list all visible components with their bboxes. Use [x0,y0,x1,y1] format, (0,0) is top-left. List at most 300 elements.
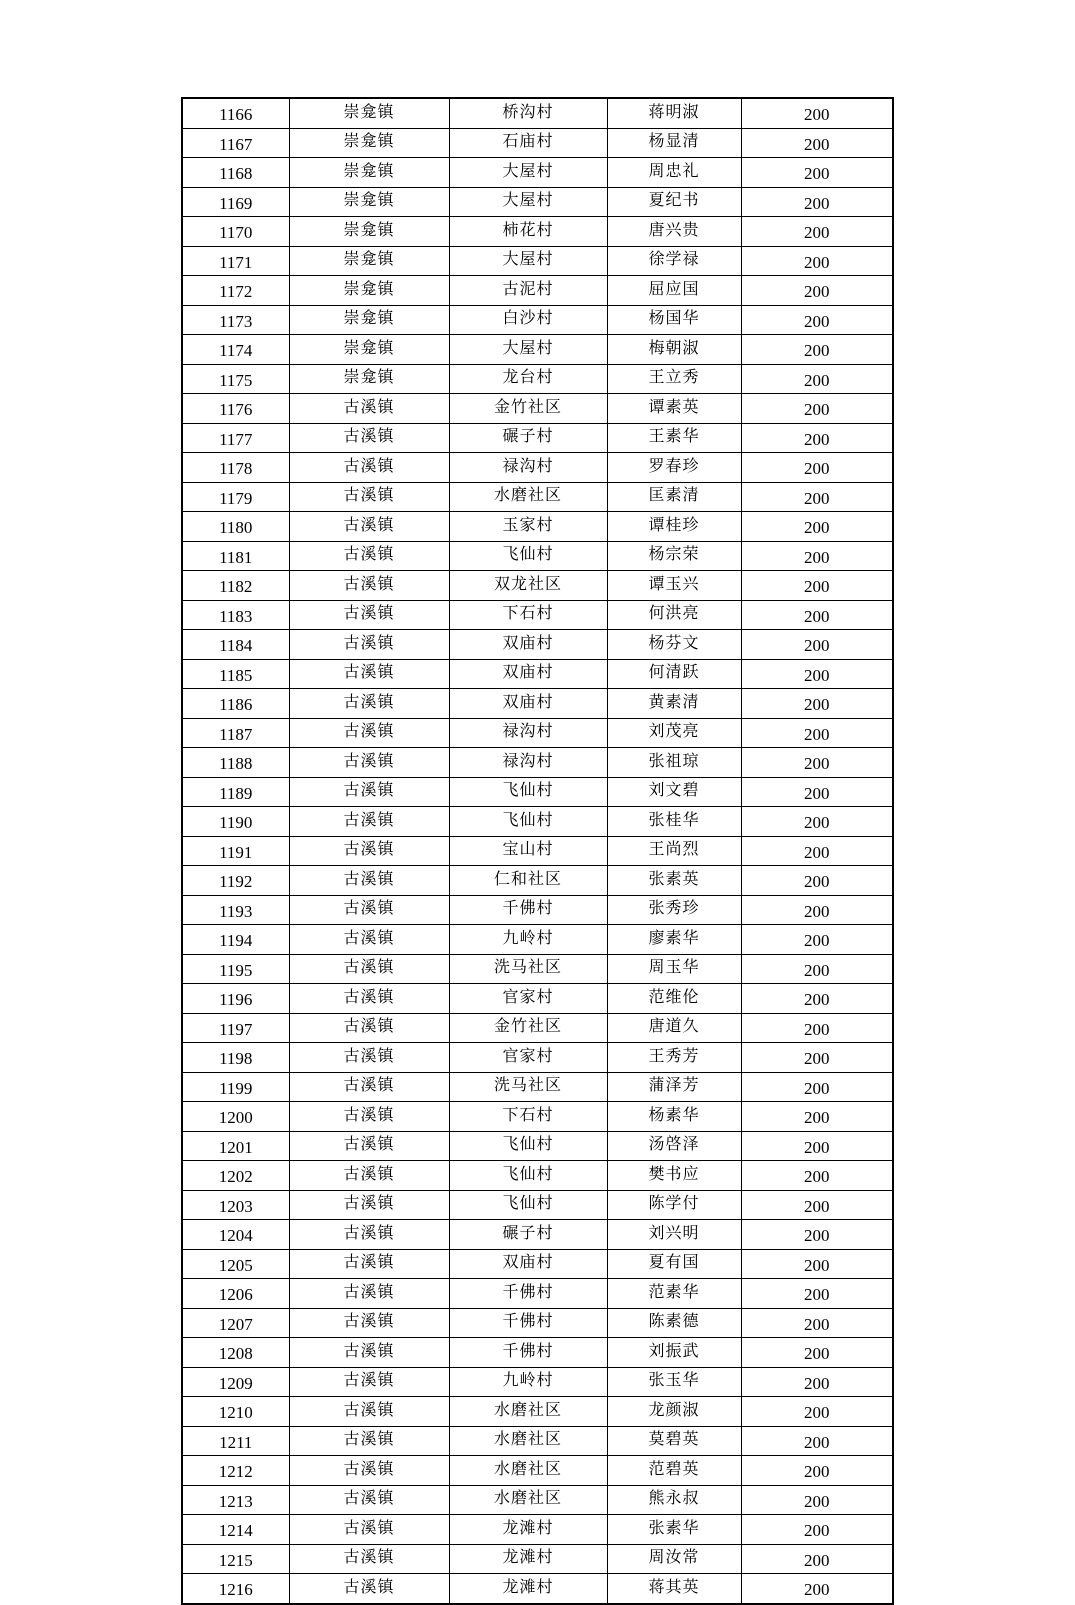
row-number-cell: 1174 [182,335,289,365]
town-cell: 古溪镇 [289,718,449,748]
table-row [182,954,893,984]
village-cell: 官家村 [449,984,607,1014]
village-cell: 金竹社区 [449,394,607,424]
row-number-cell: 1191 [182,836,289,866]
village-cell: 九岭村 [449,1367,607,1397]
amount-cell: 200 [741,1367,893,1397]
name-cell: 何清跃 [607,659,741,689]
name-cell: 杨芬文 [607,630,741,660]
table-row [182,512,893,542]
table-row [182,1072,893,1102]
table-row [182,246,893,276]
town-cell: 崇龛镇 [289,276,449,306]
row-number-cell: 1190 [182,807,289,837]
town-cell: 古溪镇 [289,1544,449,1574]
village-cell: 水磨社区 [449,1426,607,1456]
town-cell: 古溪镇 [289,748,449,778]
amount-cell: 200 [741,98,893,128]
village-cell: 下石村 [449,600,607,630]
town-cell: 古溪镇 [289,1338,449,1368]
table-row [182,1279,893,1309]
table-row [182,807,893,837]
village-cell: 飞仙村 [449,1131,607,1161]
row-number-cell: 1175 [182,364,289,394]
amount-cell: 200 [741,630,893,660]
village-cell: 洗马社区 [449,1072,607,1102]
amount-cell: 200 [741,394,893,424]
row-number-cell: 1216 [182,1574,289,1604]
name-cell: 蒋明淑 [607,98,741,128]
name-cell: 杨显清 [607,128,741,158]
row-number-cell: 1203 [182,1190,289,1220]
row-number-cell: 1197 [182,1013,289,1043]
village-cell: 千佛村 [449,895,607,925]
table-row [182,1043,893,1073]
town-cell: 古溪镇 [289,1426,449,1456]
amount-cell: 200 [741,571,893,601]
name-cell: 唐道久 [607,1013,741,1043]
name-cell: 熊永叔 [607,1485,741,1515]
town-cell: 古溪镇 [289,1249,449,1279]
town-cell: 古溪镇 [289,895,449,925]
table-row [182,718,893,748]
name-cell: 杨国华 [607,305,741,335]
row-number-cell: 1214 [182,1515,289,1545]
village-cell: 双龙社区 [449,571,607,601]
village-cell: 桥沟村 [449,98,607,128]
row-number-cell: 1213 [182,1485,289,1515]
name-cell: 屈应国 [607,276,741,306]
town-cell: 古溪镇 [289,659,449,689]
table-row [182,1249,893,1279]
table-row [182,187,893,217]
row-number-cell: 1200 [182,1102,289,1132]
row-number-cell: 1168 [182,158,289,188]
name-cell: 徐学禄 [607,246,741,276]
row-number-cell: 1212 [182,1456,289,1486]
name-cell: 张桂华 [607,807,741,837]
table-row [182,1102,893,1132]
name-cell: 龙颜淑 [607,1397,741,1427]
table-row [182,394,893,424]
table-row [182,1131,893,1161]
name-cell: 王尚烈 [607,836,741,866]
amount-cell: 200 [741,1249,893,1279]
amount-cell: 200 [741,1072,893,1102]
town-cell: 古溪镇 [289,571,449,601]
village-cell: 洗马社区 [449,954,607,984]
town-cell: 古溪镇 [289,1367,449,1397]
table-row [182,836,893,866]
town-cell: 古溪镇 [289,954,449,984]
amount-cell: 200 [741,1544,893,1574]
amount-cell: 200 [741,305,893,335]
town-cell: 古溪镇 [289,689,449,719]
name-cell: 匡素清 [607,482,741,512]
town-cell: 古溪镇 [289,1456,449,1486]
table-row [182,1190,893,1220]
name-cell: 梅朝淑 [607,335,741,365]
table-row [182,305,893,335]
village-cell: 龙台村 [449,364,607,394]
name-cell: 谭桂珍 [607,512,741,542]
row-number-cell: 1215 [182,1544,289,1574]
town-cell: 古溪镇 [289,866,449,896]
village-cell: 飞仙村 [449,1161,607,1191]
table-row [182,1308,893,1338]
town-cell: 崇龛镇 [289,305,449,335]
town-cell: 崇龛镇 [289,98,449,128]
table-row [182,217,893,247]
town-cell: 崇龛镇 [289,217,449,247]
row-number-cell: 1189 [182,777,289,807]
amount-cell: 200 [741,925,893,955]
amount-cell: 200 [741,689,893,719]
village-cell: 飞仙村 [449,541,607,571]
village-cell: 柿花村 [449,217,607,247]
town-cell: 古溪镇 [289,1043,449,1073]
name-cell: 汤啓泽 [607,1131,741,1161]
table-row [182,895,893,925]
town-cell: 古溪镇 [289,777,449,807]
row-number-cell: 1193 [182,895,289,925]
amount-cell: 200 [741,1574,893,1604]
town-cell: 古溪镇 [289,512,449,542]
town-cell: 崇龛镇 [289,158,449,188]
town-cell: 古溪镇 [289,423,449,453]
amount-cell: 200 [741,1190,893,1220]
row-number-cell: 1204 [182,1220,289,1250]
row-number-cell: 1206 [182,1279,289,1309]
village-cell: 禄沟村 [449,748,607,778]
table-row [182,1485,893,1515]
village-cell: 水磨社区 [449,1456,607,1486]
amount-cell: 200 [741,1131,893,1161]
town-cell: 古溪镇 [289,1308,449,1338]
amount-cell: 200 [741,1013,893,1043]
row-number-cell: 1192 [182,866,289,896]
town-cell: 古溪镇 [289,1279,449,1309]
name-cell: 杨素华 [607,1102,741,1132]
amount-cell: 200 [741,600,893,630]
row-number-cell: 1188 [182,748,289,778]
name-cell: 张素英 [607,866,741,896]
town-cell: 古溪镇 [289,1574,449,1604]
village-cell: 龙滩村 [449,1574,607,1604]
amount-cell: 200 [741,1043,893,1073]
name-cell: 范维伦 [607,984,741,1014]
table-row [182,600,893,630]
town-cell: 古溪镇 [289,1515,449,1545]
village-cell: 水磨社区 [449,482,607,512]
amount-cell: 200 [741,984,893,1014]
village-cell: 大屋村 [449,158,607,188]
amount-cell: 200 [741,217,893,247]
table-row [182,925,893,955]
table-row [182,482,893,512]
amount-cell: 200 [741,482,893,512]
name-cell: 王立秀 [607,364,741,394]
town-cell: 古溪镇 [289,1131,449,1161]
name-cell: 刘文碧 [607,777,741,807]
amount-cell: 200 [741,335,893,365]
town-cell: 古溪镇 [289,1397,449,1427]
amount-cell: 200 [741,1485,893,1515]
name-cell: 黄素清 [607,689,741,719]
town-cell: 古溪镇 [289,453,449,483]
town-cell: 崇龛镇 [289,128,449,158]
name-cell: 廖素华 [607,925,741,955]
row-number-cell: 1178 [182,453,289,483]
name-cell: 蒋其英 [607,1574,741,1604]
row-number-cell: 1205 [182,1249,289,1279]
town-cell: 古溪镇 [289,1102,449,1132]
table-row [182,364,893,394]
village-cell: 千佛村 [449,1338,607,1368]
village-cell: 千佛村 [449,1308,607,1338]
table-row [182,659,893,689]
name-cell: 莫碧英 [607,1426,741,1456]
village-cell: 白沙村 [449,305,607,335]
name-cell: 罗春珍 [607,453,741,483]
amount-cell: 200 [741,659,893,689]
name-cell: 王秀芳 [607,1043,741,1073]
amount-cell: 200 [741,246,893,276]
row-number-cell: 1211 [182,1426,289,1456]
amount-cell: 200 [741,836,893,866]
table-row [182,1338,893,1368]
village-cell: 大屋村 [449,246,607,276]
row-number-cell: 1170 [182,217,289,247]
name-cell: 陈素德 [607,1308,741,1338]
town-cell: 古溪镇 [289,1072,449,1102]
village-cell: 禄沟村 [449,718,607,748]
amount-cell: 200 [741,128,893,158]
town-cell: 崇龛镇 [289,364,449,394]
table-row [182,630,893,660]
town-cell: 崇龛镇 [289,335,449,365]
row-number-cell: 1176 [182,394,289,424]
amount-cell: 200 [741,364,893,394]
name-cell: 张秀珍 [607,895,741,925]
name-cell: 唐兴贵 [607,217,741,247]
village-cell: 宝山村 [449,836,607,866]
amount-cell: 200 [741,777,893,807]
row-number-cell: 1209 [182,1367,289,1397]
town-cell: 古溪镇 [289,541,449,571]
table-row [182,1574,893,1604]
amount-cell: 200 [741,895,893,925]
row-number-cell: 1186 [182,689,289,719]
table-row [182,571,893,601]
amount-cell: 200 [741,1220,893,1250]
town-cell: 古溪镇 [289,984,449,1014]
name-cell: 夏纪书 [607,187,741,217]
table-row [182,158,893,188]
amount-cell: 200 [741,718,893,748]
village-cell: 千佛村 [449,1279,607,1309]
row-number-cell: 1167 [182,128,289,158]
town-cell: 古溪镇 [289,482,449,512]
town-cell: 古溪镇 [289,630,449,660]
table-row [182,777,893,807]
amount-cell: 200 [741,1308,893,1338]
amount-cell: 200 [741,1161,893,1191]
name-cell: 范碧英 [607,1456,741,1486]
village-cell: 龙滩村 [449,1544,607,1574]
name-cell: 何洪亮 [607,600,741,630]
name-cell: 刘振武 [607,1338,741,1368]
row-number-cell: 1202 [182,1161,289,1191]
name-cell: 刘茂亮 [607,718,741,748]
row-number-cell: 1196 [182,984,289,1014]
town-cell: 崇龛镇 [289,246,449,276]
name-cell: 蒲泽芳 [607,1072,741,1102]
table-row [182,453,893,483]
amount-cell: 200 [741,187,893,217]
amount-cell: 200 [741,1397,893,1427]
village-cell: 飞仙村 [449,1190,607,1220]
name-cell: 王素华 [607,423,741,453]
amount-cell: 200 [741,512,893,542]
amount-cell: 200 [741,748,893,778]
row-number-cell: 1184 [182,630,289,660]
name-cell: 樊书应 [607,1161,741,1191]
table-row [182,1013,893,1043]
village-cell: 飞仙村 [449,777,607,807]
table-row [182,1161,893,1191]
village-cell: 双庙村 [449,689,607,719]
village-cell: 九岭村 [449,925,607,955]
village-cell: 飞仙村 [449,807,607,837]
row-number-cell: 1194 [182,925,289,955]
village-cell: 双庙村 [449,1249,607,1279]
name-cell: 刘兴明 [607,1220,741,1250]
table-row [182,1367,893,1397]
town-cell: 古溪镇 [289,925,449,955]
table-row [182,98,893,128]
table-row [182,335,893,365]
table-row [182,866,893,896]
row-number-cell: 1183 [182,600,289,630]
village-cell: 大屋村 [449,187,607,217]
village-cell: 金竹社区 [449,1013,607,1043]
village-cell: 古泥村 [449,276,607,306]
table-row [182,1456,893,1486]
row-number-cell: 1172 [182,276,289,306]
row-number-cell: 1185 [182,659,289,689]
row-number-cell: 1201 [182,1131,289,1161]
table-row [182,276,893,306]
village-cell: 双庙村 [449,630,607,660]
table-row [182,748,893,778]
name-cell: 周汝常 [607,1544,741,1574]
row-number-cell: 1180 [182,512,289,542]
name-cell: 谭素英 [607,394,741,424]
village-cell: 下石村 [449,1102,607,1132]
table-row [182,128,893,158]
name-cell: 陈学付 [607,1190,741,1220]
table-row [182,689,893,719]
name-cell: 张玉华 [607,1367,741,1397]
amount-cell: 200 [741,541,893,571]
row-number-cell: 1208 [182,1338,289,1368]
table-row [182,984,893,1014]
village-cell: 石庙村 [449,128,607,158]
amount-cell: 200 [741,1426,893,1456]
town-cell: 古溪镇 [289,394,449,424]
name-cell: 周玉华 [607,954,741,984]
row-number-cell: 1173 [182,305,289,335]
town-cell: 古溪镇 [289,600,449,630]
amount-cell: 200 [741,423,893,453]
name-cell: 范素华 [607,1279,741,1309]
amount-cell: 200 [741,276,893,306]
amount-cell: 200 [741,158,893,188]
village-cell: 双庙村 [449,659,607,689]
amount-cell: 200 [741,954,893,984]
name-cell: 张祖琼 [607,748,741,778]
village-cell: 大屋村 [449,335,607,365]
row-number-cell: 1207 [182,1308,289,1338]
town-cell: 古溪镇 [289,1190,449,1220]
table-row [182,1426,893,1456]
town-cell: 古溪镇 [289,1013,449,1043]
table-row [182,1397,893,1427]
village-cell: 水磨社区 [449,1485,607,1515]
name-cell: 谭玉兴 [607,571,741,601]
row-number-cell: 1198 [182,1043,289,1073]
village-cell: 仁和社区 [449,866,607,896]
row-number-cell: 1210 [182,1397,289,1427]
row-number-cell: 1166 [182,98,289,128]
table-row [182,541,893,571]
name-cell: 夏有国 [607,1249,741,1279]
amount-cell: 200 [741,866,893,896]
row-number-cell: 1187 [182,718,289,748]
town-cell: 古溪镇 [289,1220,449,1250]
row-number-cell: 1182 [182,571,289,601]
amount-cell: 200 [741,1456,893,1486]
row-number-cell: 1181 [182,541,289,571]
village-cell: 碾子村 [449,423,607,453]
row-number-cell: 1169 [182,187,289,217]
name-cell: 周忠礼 [607,158,741,188]
town-cell: 古溪镇 [289,1161,449,1191]
amount-cell: 200 [741,1279,893,1309]
amount-cell: 200 [741,1515,893,1545]
village-cell: 水磨社区 [449,1397,607,1427]
amount-cell: 200 [741,1102,893,1132]
village-cell: 碾子村 [449,1220,607,1250]
table-row [182,1220,893,1250]
village-cell: 玉家村 [449,512,607,542]
name-cell: 杨宗荣 [607,541,741,571]
row-number-cell: 1171 [182,246,289,276]
village-cell: 禄沟村 [449,453,607,483]
row-number-cell: 1179 [182,482,289,512]
table-row [182,1544,893,1574]
village-cell: 官家村 [449,1043,607,1073]
town-cell: 崇龛镇 [289,187,449,217]
row-number-cell: 1177 [182,423,289,453]
name-cell: 张素华 [607,1515,741,1545]
amount-cell: 200 [741,453,893,483]
table-body [182,98,893,1604]
table-row [182,423,893,453]
town-cell: 古溪镇 [289,807,449,837]
amount-cell: 200 [741,807,893,837]
